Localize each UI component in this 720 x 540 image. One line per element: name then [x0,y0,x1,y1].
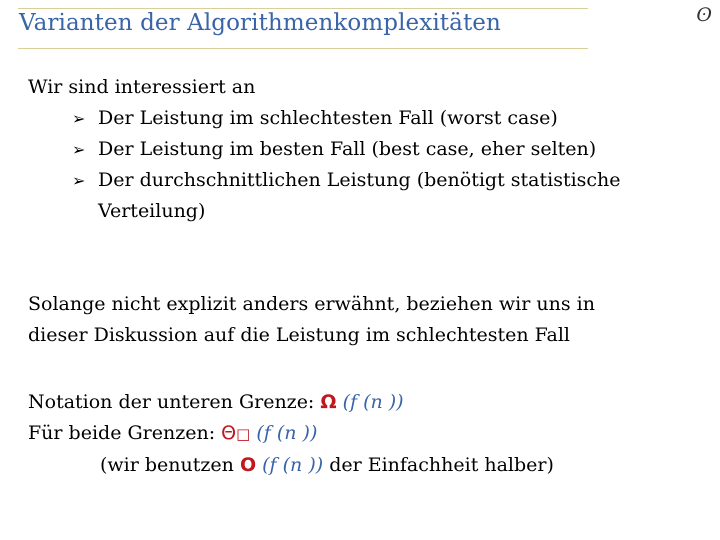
paragraph-line: dieser Diskussion auf die Leistung im schlechtesten Fall [28,324,570,346]
big-o-note-line [28,450,688,481]
omega-symbol: Ω [320,391,337,413]
note-suffix: der Einfachheit halber) [329,454,554,476]
bullet-text: Der Leistung im schlechtesten Fall (worst case) [98,107,558,129]
big-o-expression: (f (n )) [262,454,324,476]
bullet-item [28,134,688,165]
title-bottom-rule [18,48,588,49]
bullet-list [28,103,688,227]
bullet-text-continued: Verteilung) [98,200,206,222]
lower-bound-expression: (f (n )) [342,391,404,413]
corner-logo-icon: ʘ [696,4,712,26]
note-prefix: (wir benutzen [100,454,234,476]
notation-block [28,387,688,481]
bullet-item [28,103,688,134]
bullet-text: Der durchschnittlichen Leistung (benötigt statistische [98,169,621,191]
paragraph-line: Solange nicht explizit anders erwähnt, beziehen wir uns in [28,293,595,315]
arrow-bullet-icon: ➢ [72,140,86,159]
bullet-text: Der Leistung im besten Fall (best case, eher selten) [98,138,597,160]
lower-bound-line [28,387,688,418]
both-bounds-expression: (f (n )) [256,422,318,444]
both-bounds-label: Für beide Grenzen: [28,422,216,444]
slide-content [28,72,688,481]
intro-text: Wir sind interessiert an [28,76,256,98]
missing-glyph-box: □ [236,425,251,443]
arrow-bullet-icon: ➢ [72,109,86,128]
title-top-rule [18,8,588,9]
theta-symbol: Θ [221,422,237,444]
arrow-bullet-icon: ➢ [72,171,86,190]
slide-title: Varianten der Algorithmenkomplexitäten [19,10,501,36]
worst-case-paragraph [28,289,688,351]
both-bounds-line [28,418,688,450]
big-o-symbol: O [239,454,257,476]
bullet-item [28,165,688,227]
lower-bound-label: Notation der unteren Grenze: [28,391,315,413]
